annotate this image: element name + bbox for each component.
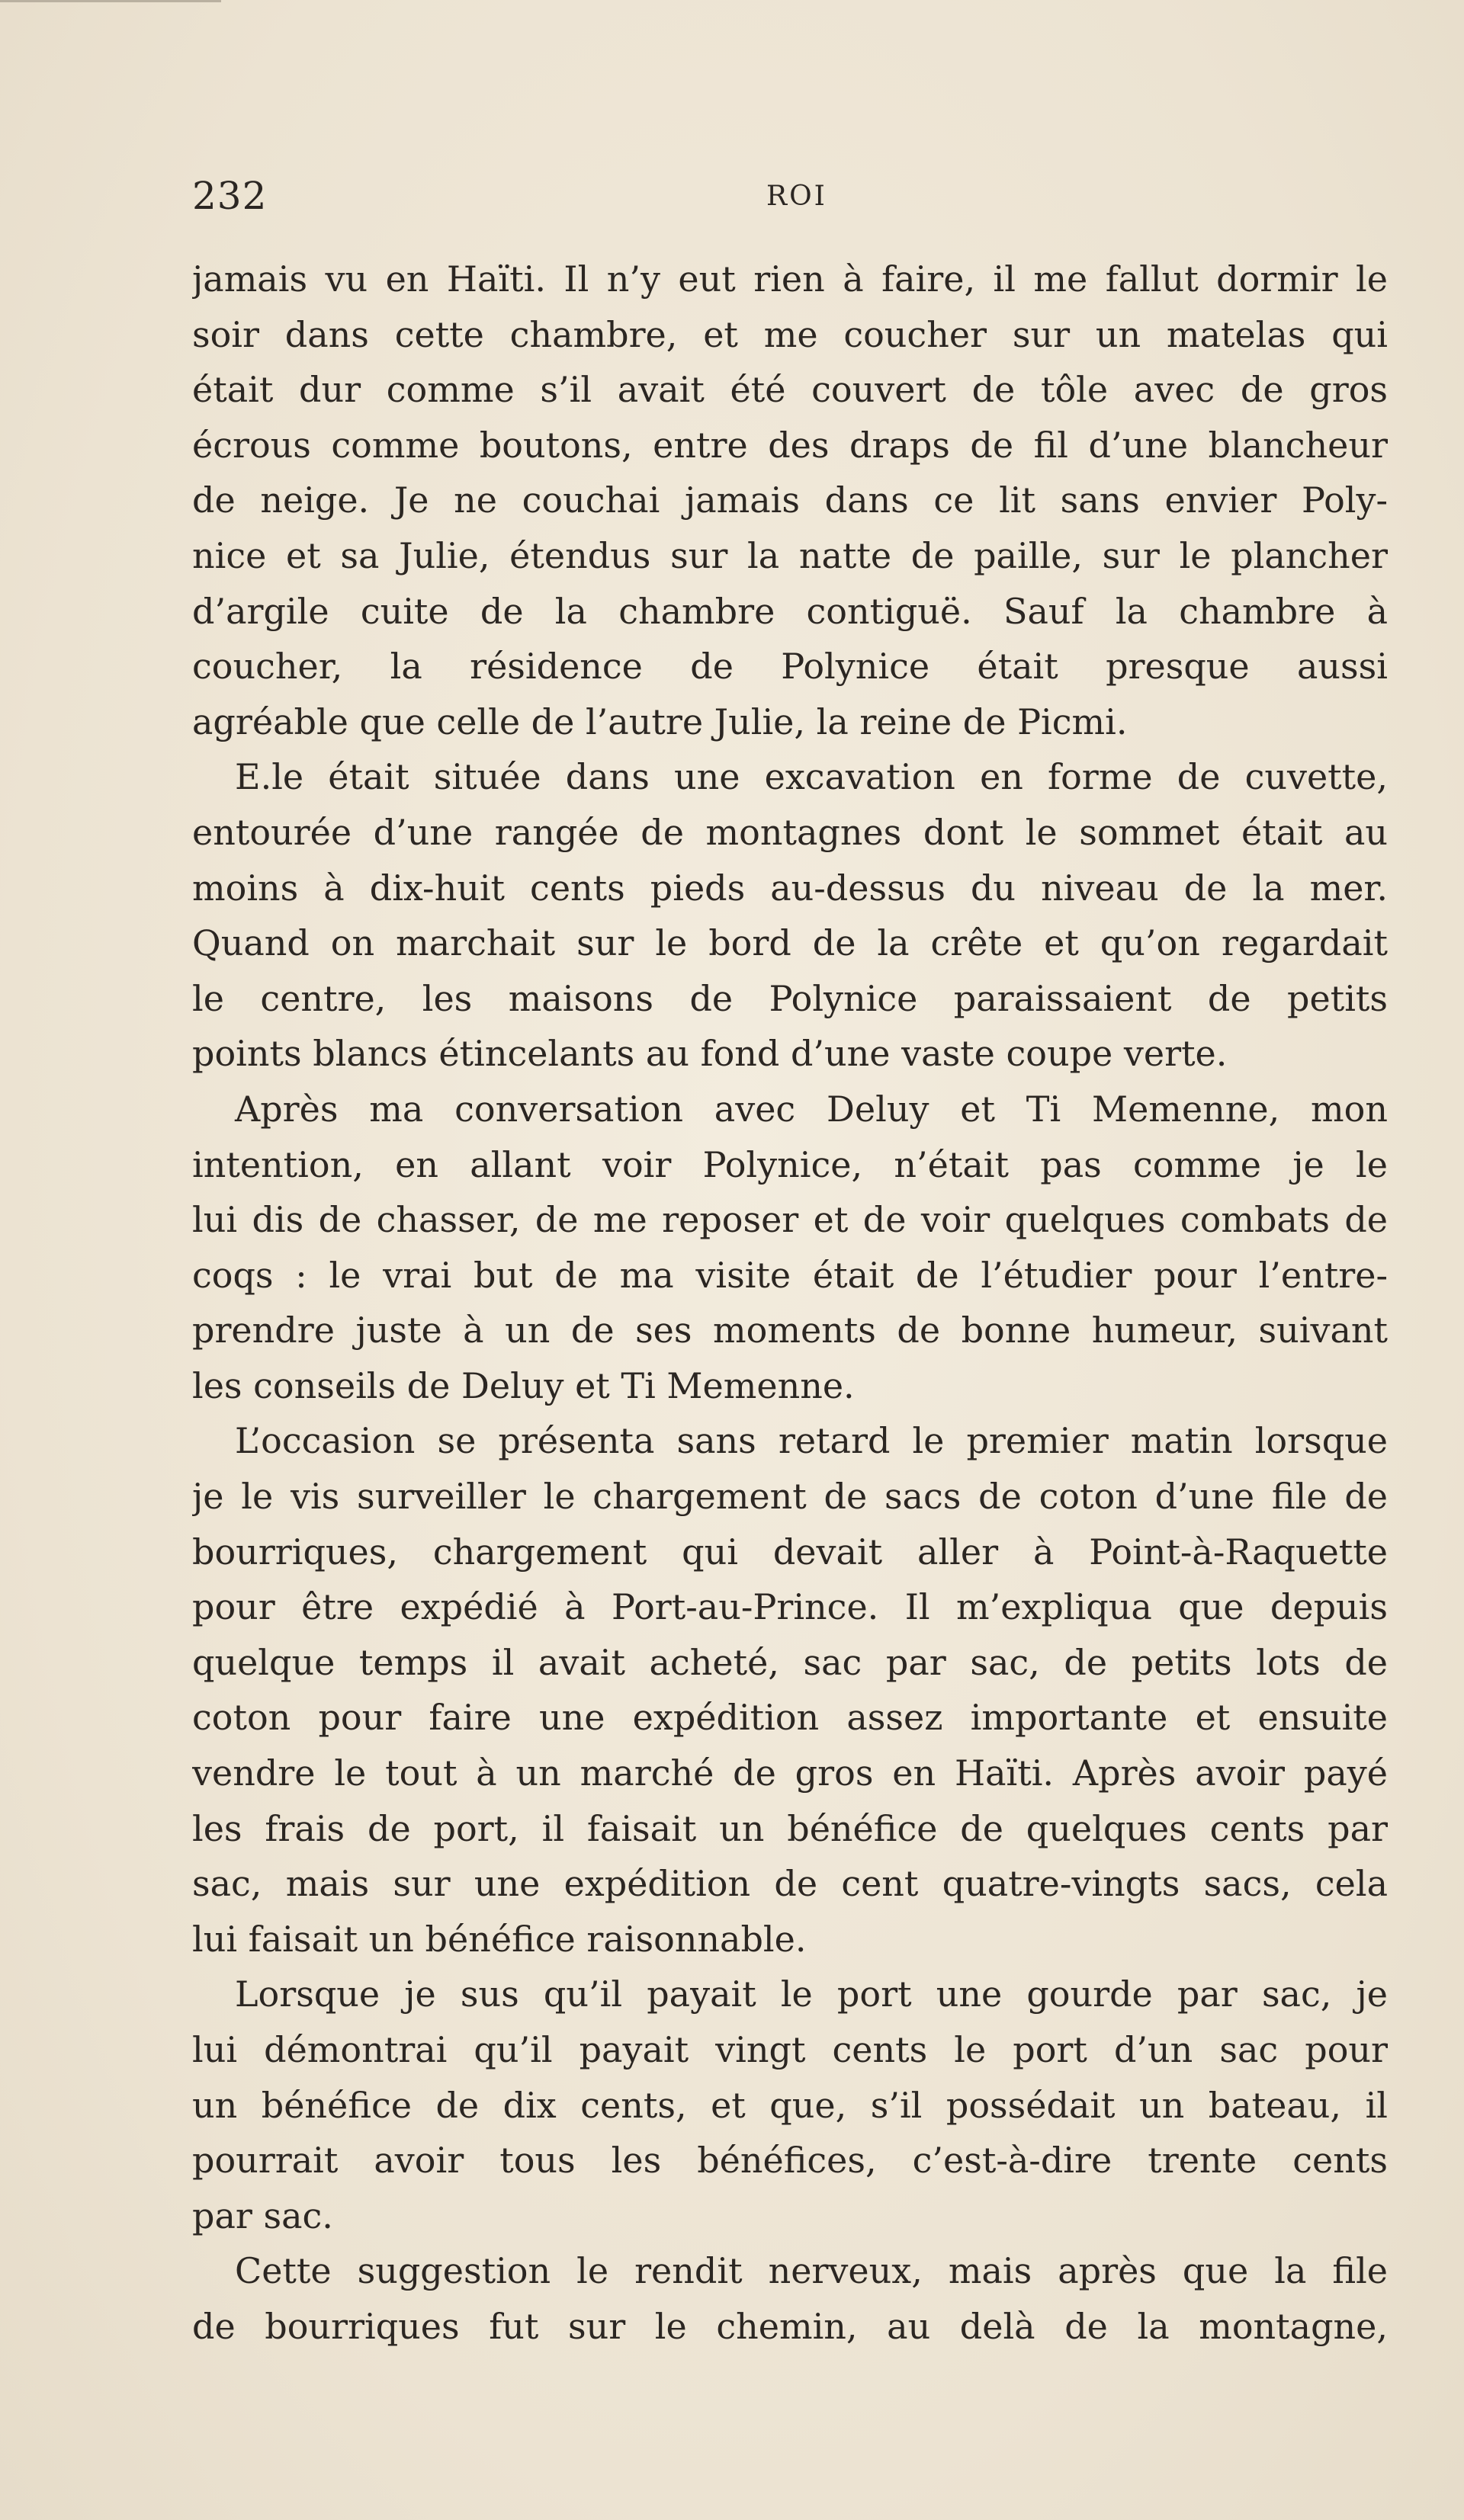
text-line: points blancs étincelants au fond d’une vaste coupe verte. bbox=[192, 1033, 1228, 1075]
text-line: pourrait avoir tous les bénéfices, c’est-à-dire trente cents bbox=[192, 2140, 1388, 2182]
text-line: prendre juste à un de ses moments de bonne humeur, suivant bbox=[192, 1310, 1388, 1351]
text-line: L’occasion se présenta sans retard le premier matin lorsque bbox=[235, 1420, 1388, 1462]
text-line: quelque temps il avait acheté, sac par sac, de petits lots de bbox=[192, 1641, 1388, 1683]
running-head bbox=[192, 169, 1388, 223]
page-number: 232 bbox=[192, 174, 268, 218]
body-text bbox=[192, 252, 1388, 2355]
paragraph-5 bbox=[192, 1967, 1388, 2243]
text-line: les frais de port, il faisait un bénéfice de quelques cents par bbox=[192, 1807, 1388, 1849]
text-line: entourée d’une rangée de montagnes dont le sommet était au bbox=[192, 811, 1388, 853]
text-line: un bénéfice de dix cents, et que, s’il possédait un bateau, il bbox=[192, 2084, 1388, 2126]
text-line: vendre le tout à un marché de gros en Haïti. Après avoir payé bbox=[192, 1752, 1388, 1794]
running-title: ROI bbox=[766, 181, 827, 212]
paragraph-2 bbox=[192, 749, 1388, 1082]
text-line: agréable que celle de l’autre Julie, la reine de Picmi. bbox=[192, 701, 1128, 742]
text-line: pour être expédié à Port-au-Prince. Il m’expliqua que depuis bbox=[192, 1586, 1388, 1628]
text-line: Quand on marchait sur le bord de la crête et qu’on regardait bbox=[192, 922, 1388, 964]
text-line: bourriques, chargement qui devait aller à Point-à-Raquette bbox=[192, 1531, 1388, 1573]
text-line: lui démontrai qu’il payait vingt cents le port d’un sac pour bbox=[192, 2029, 1388, 2070]
text-line: lui faisait un bénéfice raisonnable. bbox=[192, 1918, 807, 1960]
text-line: le centre, les maisons de Polynice paraissaient de petits bbox=[192, 977, 1388, 1019]
text-line: je le vis surveiller le chargement de sacs de coton d’une file de bbox=[192, 1476, 1388, 1518]
text-line: de bourriques fut sur le chemin, au delà de la montagne, bbox=[192, 2305, 1388, 2347]
text-line: Après ma conversation avec Deluy et Ti Memenne, mon bbox=[235, 1088, 1388, 1130]
text-line: Cette suggestion le rendit nerveux, mais après que la file bbox=[235, 2250, 1388, 2292]
text-line: E.le était située dans une excavation en forme de cuvette, bbox=[235, 756, 1388, 798]
text-line: Lorsque je sus qu’il payait le port une gourde par sac, je bbox=[235, 1973, 1388, 2015]
paragraph-4 bbox=[192, 1413, 1388, 1967]
paragraph-3 bbox=[192, 1082, 1388, 1414]
text-line: coucher, la résidence de Polynice était presque aussi bbox=[192, 646, 1388, 688]
text-line: intention, en allant voir Polynice, n’était pas comme je le bbox=[192, 1143, 1388, 1185]
paragraph-6 bbox=[192, 2243, 1388, 2354]
text-line: sac, mais sur une expédition de cent quatre-vingts sacs, cela bbox=[192, 1863, 1388, 1905]
text-line: moins à dix-huit cents pieds au-dessus du niveau de la mer. bbox=[192, 867, 1388, 909]
top-edge-rule bbox=[0, 0, 221, 2]
text-line: soir dans cette chambre, et me coucher sur un matelas qui bbox=[192, 313, 1388, 355]
text-line: jamais vu en Haïti. Il n’y eut rien à faire, il me fallut dormir le bbox=[192, 258, 1388, 300]
text-line: de neige. Je ne couchai jamais dans ce lit sans envier Poly- bbox=[192, 479, 1388, 521]
paragraph-1 bbox=[192, 252, 1388, 749]
text-line: coqs : le vrai but de ma visite était de l’étudier pour l’entre- bbox=[192, 1254, 1388, 1296]
text-line: coton pour faire une expédition assez importante et ensuite bbox=[192, 1697, 1388, 1739]
text-line: d’argile cuite de la chambre contiguë. Sauf la chambre à bbox=[192, 590, 1388, 632]
text-line: était dur comme s’il avait été couvert de tôle avec de gros bbox=[192, 369, 1388, 411]
text-line: par sac. bbox=[192, 2195, 333, 2236]
text-line: écrous comme boutons, entre des draps de fil d’une blancheur bbox=[192, 424, 1388, 466]
text-line: nice et sa Julie, étendus sur la natte de paille, sur le plancher bbox=[192, 534, 1388, 576]
text-line: lui dis de chasser, de me reposer et de voir quelques combats de bbox=[192, 1199, 1388, 1241]
text-line: les conseils de Deluy et Ti Memenne. bbox=[192, 1364, 855, 1406]
